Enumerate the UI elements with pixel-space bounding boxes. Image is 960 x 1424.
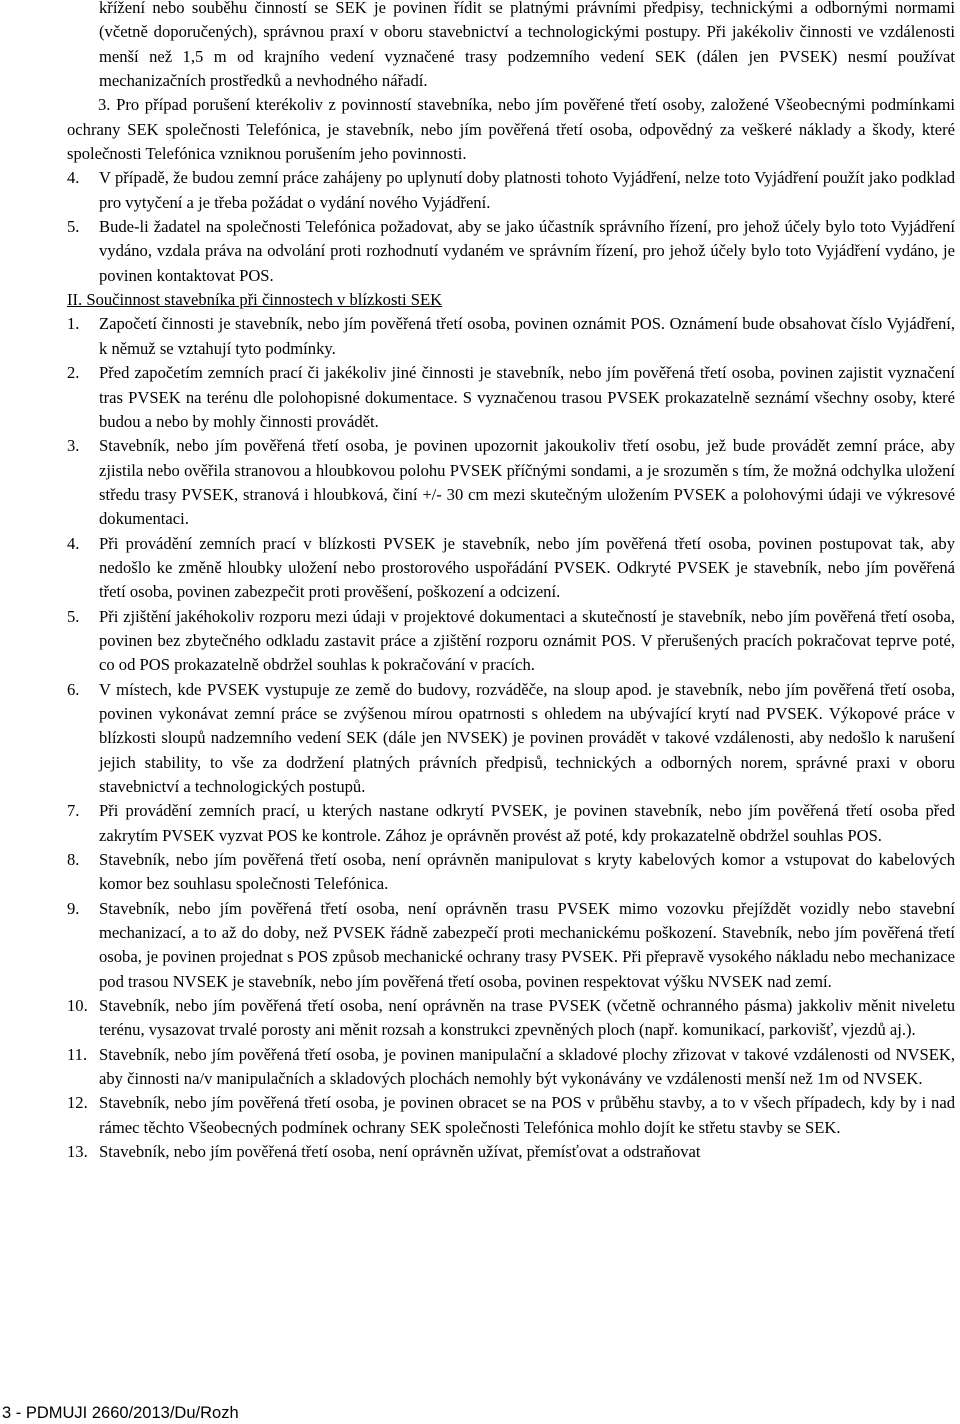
item-number: 13. [67, 1142, 88, 1162]
section-ii-item-9 [0, 897, 955, 994]
item-number: 10. [67, 996, 88, 1016]
item-text: Při provádění zemních prací, u kterých nastane odkrytí PVSEK, je povinen stavebník, nebo jím pověřená třetí osoba před zakrytím PVSEK vyzvat POS ke kontrole. Zához je oprávněn provést až poté, kdy prokazatelně obdržel souhlas POS. [99, 801, 955, 845]
section-ii-item-7 [0, 799, 955, 848]
item-text: Bude-li žadatel na společnosti Telefónica požadovat, aby se jako účastník správního řízení, pro jehož účely bylo toto Vyjádření vydáno, vzdala práva na odvolání proti rozhodnutí vydaném ve správním řízení, pro jehož účely bylo toto Vyjádření vydáno, je povinen kontaktovat POS. [99, 217, 955, 285]
item-number: 6. [67, 679, 80, 699]
item-number: 9. [67, 898, 80, 918]
page-footer: 3 - PDMUJI 2660/2013/Du/Rozh [2, 1404, 239, 1422]
item-text: Před započetím zemních prací či jakékoliv jiné činnosti je stavebník, nebo jím pověřená třetí osoba, povinen zajistit vyznačení tras PVSEK na terénu dle polohopisné dokumentace. S vyznačenou trasou PVSEK prokazatelně seznámí všechny osoby, které budou a nebo by mohly činnosti provádět. [99, 363, 955, 431]
section-ii-item-3 [0, 434, 955, 531]
section-ii-item-8 [0, 848, 955, 897]
section-ii-item-12 [0, 1091, 955, 1140]
item-number: 8. [67, 850, 80, 870]
item-text: Stavebník, nebo jím pověřená třetí osoba, je povinen manipulační a skladové plochy zřizovat v takové vzdálenosti od NVSEK, aby činnosti na/v manipulačních a skladových plochách nemohly být vykonávány ve vzdálenosti menší než 1m od NVSEK. [99, 1044, 955, 1089]
item-text: Stavebník, nebo jím pověřená třetí osoba, není oprávněn manipulovat s kryty kabelových komor a vstupovat do kabelových komor bez souhlasu společnosti Telefónica. [99, 850, 955, 894]
item-number: 11. [67, 1044, 88, 1064]
item-number: 12. [67, 1093, 88, 1113]
item-text: Stavebník, nebo jím pověřená třetí osoba, je povinen obracet se na POS v průběhu stavby, a to v všech případech, kdy by i nad rámec těchto Všeobecných podmínek ochrany SEK společnosti Telefónica mohlo dojít ke střetu stavby se SEK. [99, 1093, 955, 1137]
item-number: 2. [67, 363, 80, 383]
item-text: Při provádění zemních prací v blízkosti PVSEK je stavebník, nebo jím pověřená třetí osoba, povinen postupovat tak, aby nedošlo ke změně hloubky uložení nebo prostorového uspořádání PVSEK. Odkryté PVSEK je stavebník, nebo jím pověřená třetí osoba, povinen zabezpečit proti prověšení, poškození a odcizení. [99, 533, 955, 602]
section-ii-item-13 [0, 1140, 955, 1164]
section-ii-item-4 [0, 532, 955, 605]
item-number: 3. [67, 436, 80, 456]
section-ii-item-1 [0, 312, 955, 361]
item-number: 4. [67, 168, 80, 188]
intro-continuation-paragraph: křížení nebo souběhu činností se SEK je povinen řídit se platnými právními předpisy, technickými a odbornými normami (včetně doporučených), správnou praxí v oboru stavebnictví a technologickými postupy. Při jakékoliv činnosti ve vzdálenosti menší než 1,5 m od krajního vedení vyznačené trasy podzemního vedení SEK (dálen jen PVSEK) nesmí používat mechanizačních prostředků a nevhodného nářadí. [99, 0, 955, 91]
item-number: 7. [67, 801, 80, 821]
item-text: Započetí činnosti je stavebník, nebo jím pověřená třetí osoba, povinen oznámit POS. Oznámení bude obsahovat číslo Vyjádření, k němuž se vztahují tyto podmínky. [99, 314, 955, 358]
item-text: Pro případ porušení kterékoliv z povinností stavebníka, nebo jím pověřené třetí osoby, založené Všeobecnými podmínkami ochrany SEK společnosti Telefónica, je stavebník, nebo jím pověřená třetí osoba, odpovědný za veškeré náklady a škody, které společnosti Telefónica vzniknou porušením jeho povinnosti. [67, 95, 955, 164]
section-i-item-4 [0, 166, 955, 215]
item-text: V místech, kde PVSEK vystupuje ze země do budovy, rozváděče, na sloup apod. je stavebník, nebo jím pověřená třetí osoba, povinen vykonávat zemní práce se zvýšenou mírou opatrnosti s ohledem na ubývající krytí nad PVSEK. Výkopové práce v blízkosti sloupů nadzemního vedení SEK (dále jen NVSEK) je povinen provádět v takové vzdálenosti, aby nedošlo k narušení jejich stability, to vše za dodržení platných právních předpisů, technických a odborných norem, správné praxi v oboru stavebnictví a technologických postupů. [99, 679, 955, 796]
item-text: Stavebník, nebo jím pověřená třetí osoba, není oprávněn užívat, přemísťovat a odstraňovat [99, 1142, 701, 1162]
section-ii-heading: II. Součinnost stavebníka při činnostech v blízkosti SEK [67, 290, 443, 310]
section-i-item-5 [0, 215, 955, 288]
item-number: 4. [67, 533, 80, 553]
item-number: 5. [67, 217, 80, 237]
section-ii-item-6 [0, 678, 955, 800]
item-text: V případě, že budou zemní práce zahájeny po uplynutí doby platnosti tohoto Vyjádření, nelze toto Vyjádření použít jako podklad pro vytyčení a je třeba požádat o vydání nového Vyjádření. [99, 168, 955, 212]
item-number: 1. [67, 314, 80, 334]
section-ii-item-10 [0, 994, 955, 1043]
section-ii-item-5 [0, 605, 955, 678]
item-number: 3. [98, 95, 111, 115]
item-number: 5. [67, 606, 80, 626]
item-text: Stavebník, nebo jím pověřená třetí osoba, je povinen upozornit jakoukoliv třetí osobu, jež bude provádět zemní práce, aby zjistila nebo ověřila stranovou a hloubkovou polohu PVSEK příčnými sondami, a je srozuměn s tím, že možná odchylka uložení středu trasy PVSEK, stranová i hloubková, činí +/- 30 cm mezi skutečným uložením PVSEK a polohovými údaji ve výkresové dokumentaci. [99, 436, 955, 529]
item-text: Stavebník, nebo jím pověřená třetí osoba, není oprávněn trasu PVSEK mimo vozovku přejíždět vozidly nebo stavební mechanizací, a to až do doby, než PVSEK řádně zabezpečí proti mechanickému poškození. Stavebník, nebo jím pověřená třetí osoba, je povinen projednat s POS způsob mechanické ochrany trasy PVSEK. Při přepravě vysokého nákladu nebo mechanizace pod trasou NVSEK je stavebník, nebo jím pověřená třetí osoba, povinen respektovat výšku NVSEK nad zemí. [99, 898, 955, 991]
section-ii-item-2 [0, 361, 955, 434]
section-ii-item-11 [0, 1043, 955, 1092]
item-text: Stavebník, nebo jím pověřená třetí osoba, není oprávněn na trase PVSEK (včetně ochranného pásma) jakkoliv měnit niveletu terénu, vysazovat trvalé porosty ani měnit rozsah a konstrukci zpevněných ploch (např. komunikací, parkovišť, vjezdů aj.). [99, 996, 955, 1040]
section-i-item-3 [0, 93, 955, 166]
item-text: Při zjištění jakéhokoliv rozporu mezi údaji v projektové dokumentaci a skutečností je stavebník, nebo jím pověřená třetí osoba, povinen bez zbytečného odkladu zastavit práce a zjištění rozporu oznámit POS. V přerušených pracích pokračovat teprve poté, co od POS prokazatelně obdržel souhlas k pokračování v pracích. [99, 606, 955, 675]
